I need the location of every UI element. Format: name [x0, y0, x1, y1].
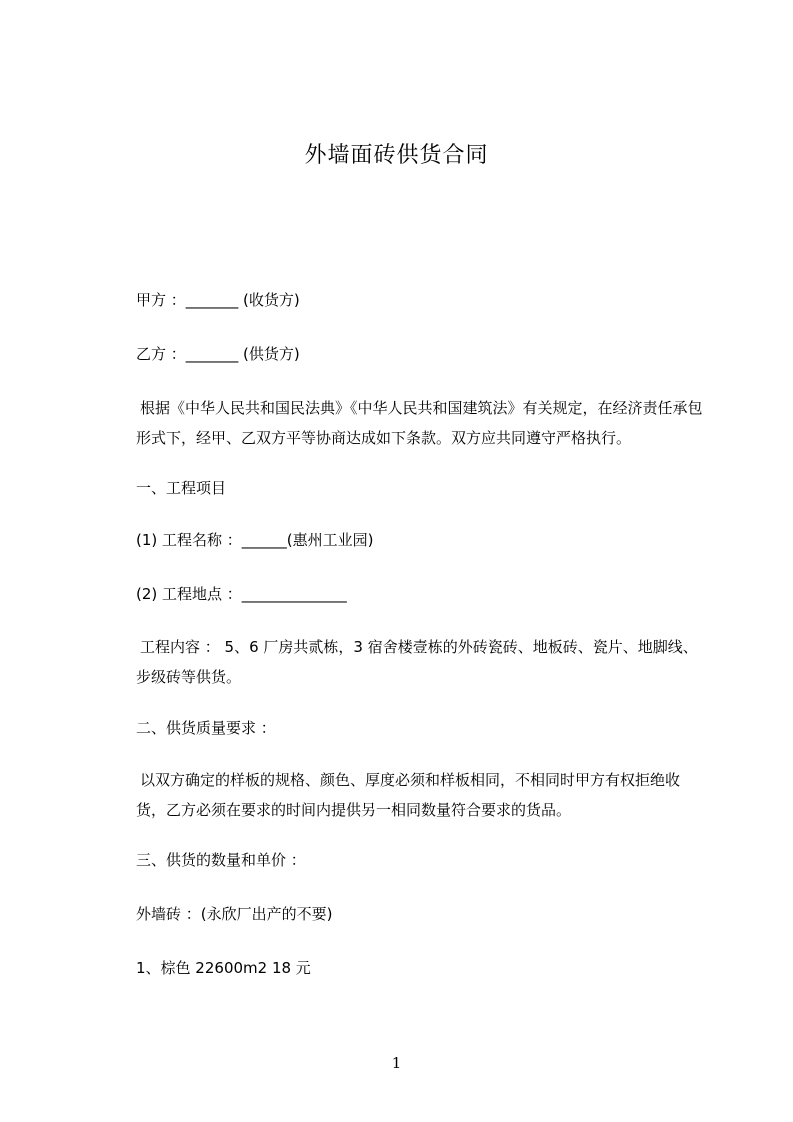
work-content-paragraph: 工程内容 ： 5、6 厂房共贰栋，3 宿舍楼壹栋的外砖瓷砖、地板砖、瓷片、地脚线、步级砖等供货。 — [136, 638, 698, 686]
preamble-paragraph: 根据《中华人民共和国民法典》《中华人民共和国建筑法》有关规定，在经济责任承包形式下，经甲、乙双方平等协商达成如下条款。双方应共同遵守严格执行。 — [136, 399, 703, 447]
page-number: 1 — [391, 1054, 402, 1072]
section-3-heading: 三、供货的数量和单价 ： — [136, 851, 306, 869]
line-item-1: 1、棕色 22600m2 18 元 — [136, 959, 311, 977]
quality-paragraph: 以双方确定的样板的规格、颜色、厚度必须和样板相同，不相同时甲方有权拒绝收货，乙方必须在要求的时间内提供另一相同数量符合要求的货品。 — [136, 771, 681, 819]
exterior-tile-line: 外墙砖 ：(永欣厂出产的不要) — [136, 905, 333, 923]
section-2-heading: 二、供货质量要求 ： — [136, 719, 276, 737]
document-title: 外墙面砖供货合同 — [304, 143, 489, 168]
project-name-item: (1) 工程名称 ：______(惠州工业园) — [136, 531, 374, 549]
party-b-line: 乙方 ：_______ (供货方) — [136, 345, 300, 363]
party-a-line: 甲方 ：_______ (收货方) — [136, 291, 300, 309]
section-1-heading: 一、工程项目 — [136, 479, 227, 497]
project-location-item: (2) 工程地点 ：______________ — [136, 585, 347, 603]
